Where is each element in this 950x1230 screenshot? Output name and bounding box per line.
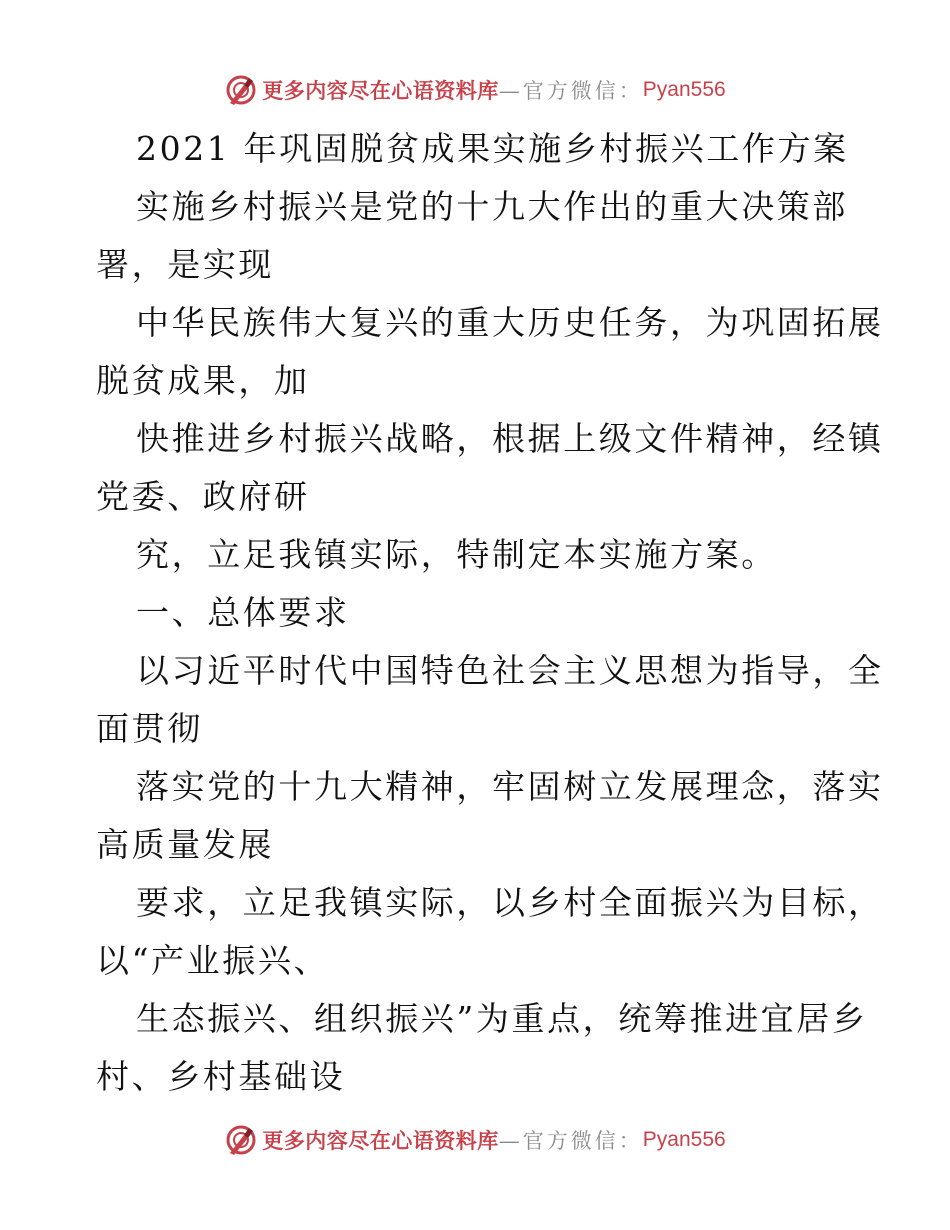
section-heading: 一、总体要求 bbox=[136, 593, 350, 632]
paragraph-line: 脱贫成果，加 bbox=[96, 361, 310, 400]
paragraph-line: 面贯彻 bbox=[96, 709, 203, 748]
paragraph-line: 署，是实现 bbox=[96, 245, 274, 284]
watermark-wechat-id: Pyan556 bbox=[642, 78, 726, 101]
paragraph-line: 究，立足我镇实际，特制定本实施方案。 bbox=[136, 535, 777, 574]
paragraph-line: 党委、政府研 bbox=[96, 477, 310, 516]
document-title: 2021 年巩固脱贫成果实施乡村振兴工作方案 bbox=[136, 129, 849, 168]
watermark-site-name: 更多内容尽在心语资料库 bbox=[262, 1129, 499, 1153]
document-body bbox=[96, 120, 884, 1106]
paragraph-line: 中华民族伟大复兴的重大历史任务，为巩固拓展 bbox=[136, 303, 884, 342]
paragraph-line: 以“产业振兴、 bbox=[96, 941, 330, 980]
pen-circle-logo-icon bbox=[224, 73, 258, 107]
paragraph-line: 快推进乡村振兴战略，根据上级文件精神，经镇 bbox=[136, 419, 884, 458]
paragraph-line: 落实党的十九大精神，牢固树立发展理念，落实 bbox=[136, 767, 884, 806]
paragraph-line: 高质量发展 bbox=[96, 825, 274, 864]
paragraph-line: 以习近平时代中国特色社会主义思想为指导，全 bbox=[136, 651, 884, 690]
paragraph-line: 生态振兴、组织振兴”为重点，统筹推进宜居乡 bbox=[136, 999, 868, 1038]
watermark-wechat-id: Pyan556 bbox=[642, 1128, 726, 1151]
watermark-official-label: —官方微信： bbox=[498, 1129, 643, 1153]
header-watermark bbox=[0, 70, 950, 110]
paragraph-line: 村、乡村基础设 bbox=[96, 1057, 346, 1096]
paragraph-line: 实施乡村振兴是党的十九大作出的重大决策部 bbox=[136, 187, 848, 226]
footer-watermark bbox=[0, 1120, 950, 1160]
watermark-official-label: —官方微信： bbox=[498, 79, 643, 103]
watermark-site-name: 更多内容尽在心语资料库 bbox=[262, 79, 499, 103]
paragraph-line: 要求，立足我镇实际，以乡村全面振兴为目标， bbox=[136, 883, 884, 922]
pen-circle-logo-icon bbox=[224, 1123, 258, 1157]
